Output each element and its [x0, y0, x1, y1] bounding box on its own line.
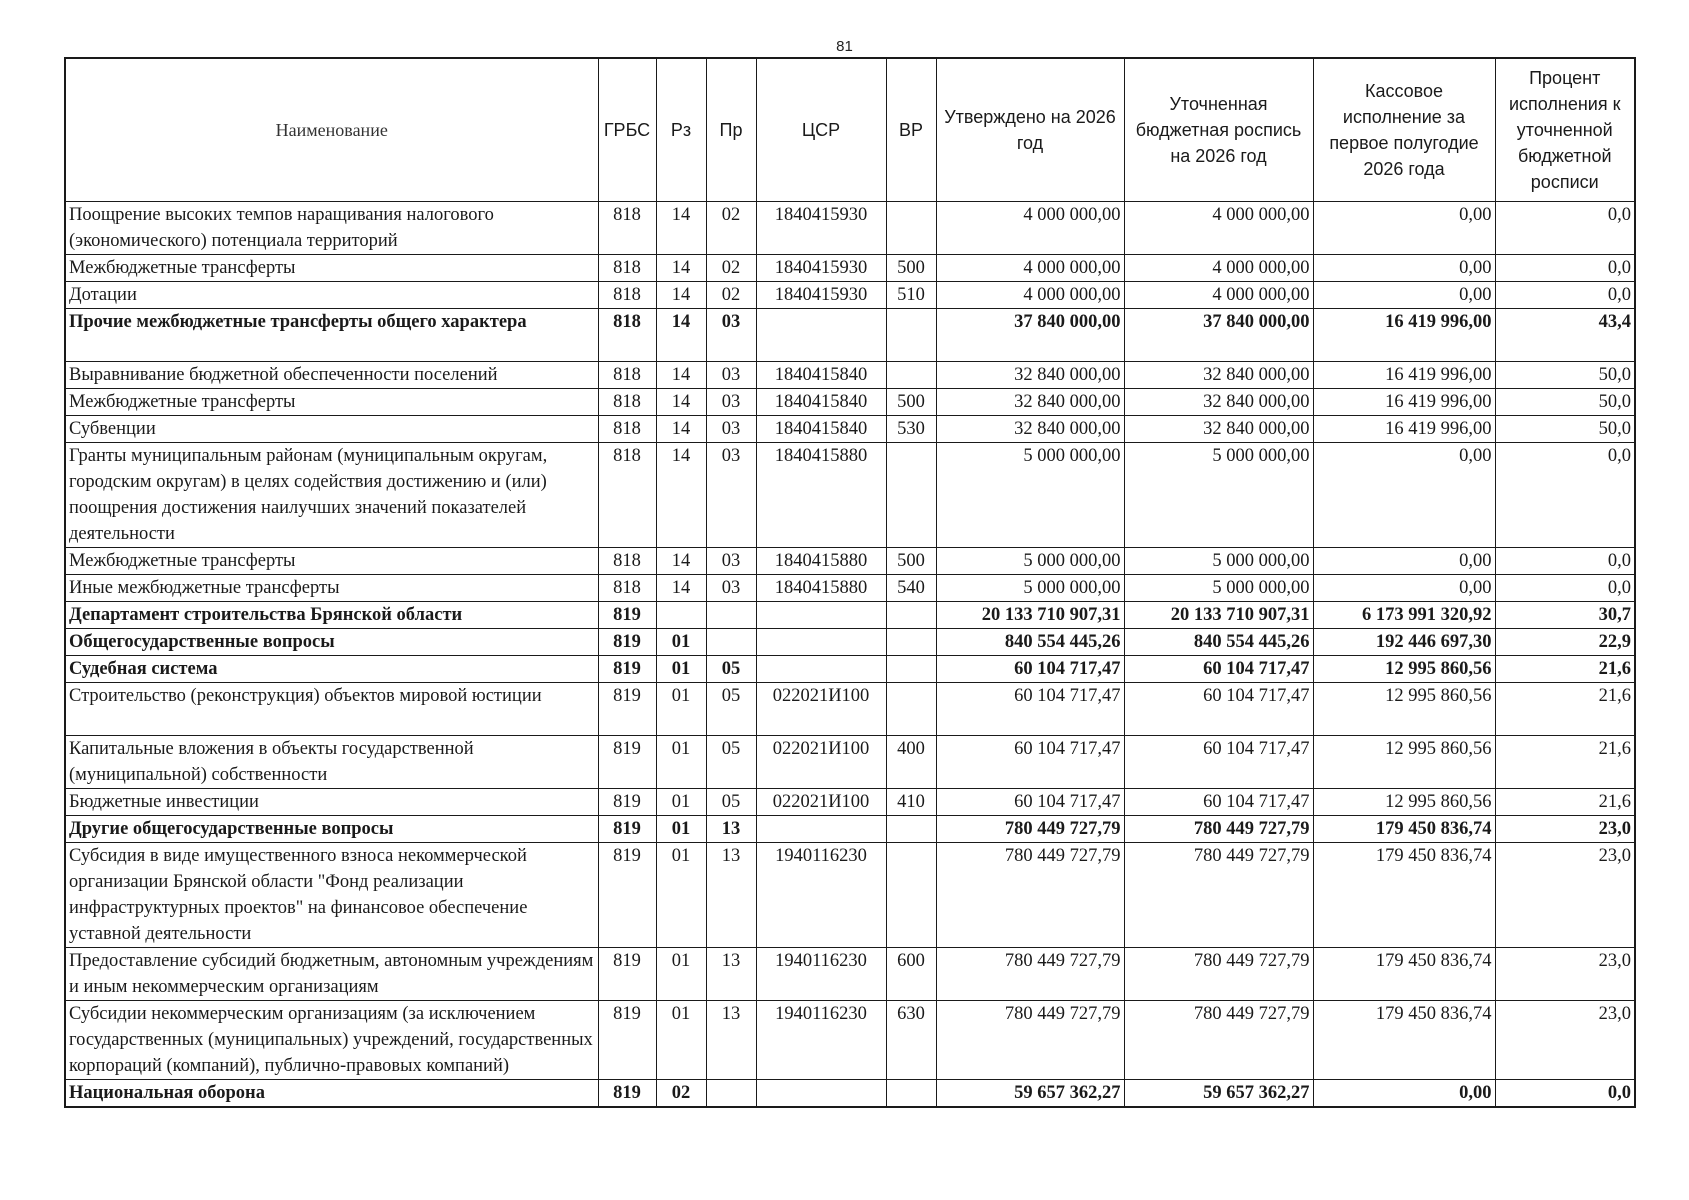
- row-name: Межбюджетные трансферты: [65, 548, 598, 575]
- row-rz: 14: [656, 548, 706, 575]
- row-refined: 840 554 445,26: [1124, 629, 1313, 656]
- row-cash: 16 419 996,00: [1313, 309, 1495, 362]
- row-approved: 60 104 717,47: [936, 683, 1124, 736]
- row-rz: 14: [656, 362, 706, 389]
- row-approved: 60 104 717,47: [936, 789, 1124, 816]
- column-header-name: Наименование: [65, 58, 598, 202]
- row-refined: 780 449 727,79: [1124, 843, 1313, 948]
- row-approved: 780 449 727,79: [936, 816, 1124, 843]
- table-row-section: [65, 309, 1635, 362]
- row-cash: 16 419 996,00: [1313, 416, 1495, 443]
- row-name: Субсидии некоммерческим организациям (за исключением государственных (муниципальных) учреждений, государственных корпораций (компаний), публично-правовых компаний): [65, 1001, 598, 1080]
- row-cash: 0,00: [1313, 255, 1495, 282]
- row-rz: 02: [656, 1080, 706, 1108]
- row-refined: 5 000 000,00: [1124, 443, 1313, 548]
- table-row: [65, 843, 1635, 948]
- row-vr: 600: [886, 948, 936, 1001]
- row-cash: 16 419 996,00: [1313, 362, 1495, 389]
- row-name: Субвенции: [65, 416, 598, 443]
- row-grbs: 819: [598, 816, 656, 843]
- row-refined: 60 104 717,47: [1124, 736, 1313, 789]
- row-csr: 1840415840: [756, 362, 886, 389]
- row-approved: 60 104 717,47: [936, 736, 1124, 789]
- row-pr: 05: [706, 789, 756, 816]
- row-rz: 14: [656, 389, 706, 416]
- row-name: Межбюджетные трансферты: [65, 255, 598, 282]
- row-name: Бюджетные инвестиции: [65, 789, 598, 816]
- row-rz: 14: [656, 255, 706, 282]
- row-cash: 6 173 991 320,92: [1313, 602, 1495, 629]
- row-percent: 23,0: [1495, 948, 1635, 1001]
- row-percent: 0,0: [1495, 548, 1635, 575]
- row-percent: 0,0: [1495, 443, 1635, 548]
- row-csr: 1840415930: [756, 255, 886, 282]
- row-pr: [706, 1080, 756, 1108]
- row-name: Поощрение высоких темпов наращивания налогового (экономического) потенциала территорий: [65, 202, 598, 255]
- row-rz: 01: [656, 816, 706, 843]
- row-name: Иные межбюджетные трансферты: [65, 575, 598, 602]
- row-vr: [886, 683, 936, 736]
- row-csr: 1840415930: [756, 202, 886, 255]
- row-pr: 13: [706, 843, 756, 948]
- column-header-approved: Утверждено на 2026 год: [936, 58, 1124, 202]
- row-grbs: 818: [598, 548, 656, 575]
- table-row: [65, 736, 1635, 789]
- row-cash: 0,00: [1313, 202, 1495, 255]
- row-vr: 540: [886, 575, 936, 602]
- row-vr: 500: [886, 548, 936, 575]
- row-approved: 5 000 000,00: [936, 443, 1124, 548]
- row-grbs: 819: [598, 948, 656, 1001]
- row-name: Предоставление субсидий бюджетным, автономным учреждениям и иным некоммерческим организациям: [65, 948, 598, 1001]
- table-row: [65, 548, 1635, 575]
- row-percent: 21,6: [1495, 736, 1635, 789]
- row-csr: 022021И100: [756, 789, 886, 816]
- row-name: Департамент строительства Брянской области: [65, 602, 598, 629]
- row-refined: 20 133 710 907,31: [1124, 602, 1313, 629]
- row-grbs: 819: [598, 602, 656, 629]
- row-name: Межбюджетные трансферты: [65, 389, 598, 416]
- row-csr: 1840415880: [756, 548, 886, 575]
- row-cash: 16 419 996,00: [1313, 389, 1495, 416]
- row-refined: 4 000 000,00: [1124, 282, 1313, 309]
- row-name: Судебная система: [65, 656, 598, 683]
- table-row: [65, 683, 1635, 736]
- row-grbs: 819: [598, 843, 656, 948]
- row-vr: [886, 443, 936, 548]
- row-vr: [886, 629, 936, 656]
- row-rz: 01: [656, 629, 706, 656]
- row-cash: 12 995 860,56: [1313, 736, 1495, 789]
- row-pr: 03: [706, 416, 756, 443]
- row-percent: 0,0: [1495, 282, 1635, 309]
- column-header-refined: Уточненная бюджетная роспись на 2026 год: [1124, 58, 1313, 202]
- row-percent: 21,6: [1495, 789, 1635, 816]
- row-csr: 1840415840: [756, 389, 886, 416]
- row-grbs: 819: [598, 629, 656, 656]
- row-rz: 01: [656, 683, 706, 736]
- row-cash: 179 450 836,74: [1313, 843, 1495, 948]
- row-approved: 4 000 000,00: [936, 202, 1124, 255]
- page-number: 81: [836, 38, 853, 55]
- row-percent: 50,0: [1495, 362, 1635, 389]
- row-pr: 02: [706, 282, 756, 309]
- table-row: [65, 282, 1635, 309]
- row-percent: 50,0: [1495, 389, 1635, 416]
- row-csr: [756, 656, 886, 683]
- row-pr: 05: [706, 736, 756, 789]
- row-refined: 4 000 000,00: [1124, 202, 1313, 255]
- row-pr: 05: [706, 656, 756, 683]
- row-refined: 5 000 000,00: [1124, 548, 1313, 575]
- row-pr: 03: [706, 575, 756, 602]
- row-name: Выравнивание бюджетной обеспеченности поселений: [65, 362, 598, 389]
- row-refined: 4 000 000,00: [1124, 255, 1313, 282]
- row-refined: 32 840 000,00: [1124, 389, 1313, 416]
- row-name: Капитальные вложения в объекты государственной (муниципальной) собственности: [65, 736, 598, 789]
- row-approved: 5 000 000,00: [936, 575, 1124, 602]
- row-percent: 30,7: [1495, 602, 1635, 629]
- table-row: [65, 443, 1635, 548]
- row-rz: 01: [656, 736, 706, 789]
- row-name: Общегосударственные вопросы: [65, 629, 598, 656]
- table-row-section: [65, 656, 1635, 683]
- column-header-percent: Процент исполнения к уточненной бюджетной росписи: [1495, 58, 1635, 202]
- row-percent: 0,0: [1495, 575, 1635, 602]
- row-rz: 14: [656, 282, 706, 309]
- row-grbs: 818: [598, 389, 656, 416]
- row-cash: 12 995 860,56: [1313, 683, 1495, 736]
- table-header-row: [65, 58, 1635, 202]
- row-grbs: 818: [598, 362, 656, 389]
- table-row-section: [65, 602, 1635, 629]
- row-csr: 1940116230: [756, 948, 886, 1001]
- row-percent: 50,0: [1495, 416, 1635, 443]
- row-pr: [706, 602, 756, 629]
- row-vr: [886, 202, 936, 255]
- row-grbs: 819: [598, 736, 656, 789]
- row-refined: 32 840 000,00: [1124, 362, 1313, 389]
- row-cash: 12 995 860,56: [1313, 656, 1495, 683]
- column-header-cash: Кассовое исполнение за первое полугодие 2026 года: [1313, 58, 1495, 202]
- row-approved: 780 449 727,79: [936, 1001, 1124, 1080]
- row-name: Дотации: [65, 282, 598, 309]
- row-cash: 12 995 860,56: [1313, 789, 1495, 816]
- row-grbs: 818: [598, 255, 656, 282]
- row-percent: 21,6: [1495, 656, 1635, 683]
- row-percent: 23,0: [1495, 1001, 1635, 1080]
- table-row: [65, 575, 1635, 602]
- table-row-section: [65, 629, 1635, 656]
- row-csr: 1940116230: [756, 1001, 886, 1080]
- row-grbs: 818: [598, 282, 656, 309]
- row-cash: 0,00: [1313, 575, 1495, 602]
- row-pr: 03: [706, 309, 756, 362]
- row-rz: [656, 602, 706, 629]
- row-percent: 0,0: [1495, 202, 1635, 255]
- row-csr: [756, 816, 886, 843]
- row-csr: 1840415880: [756, 443, 886, 548]
- row-vr: [886, 656, 936, 683]
- row-approved: 780 449 727,79: [936, 843, 1124, 948]
- row-approved: 32 840 000,00: [936, 416, 1124, 443]
- row-grbs: 818: [598, 309, 656, 362]
- row-grbs: 819: [598, 789, 656, 816]
- row-rz: 14: [656, 202, 706, 255]
- row-approved: 4 000 000,00: [936, 282, 1124, 309]
- row-name: Строительство (реконструкция) объектов мировой юстиции: [65, 683, 598, 736]
- row-approved: 59 657 362,27: [936, 1080, 1124, 1108]
- row-grbs: 818: [598, 575, 656, 602]
- column-header-grbs: ГРБС: [598, 58, 656, 202]
- row-refined: 37 840 000,00: [1124, 309, 1313, 362]
- table-row: [65, 202, 1635, 255]
- row-rz: 01: [656, 656, 706, 683]
- row-cash: 0,00: [1313, 282, 1495, 309]
- row-approved: 5 000 000,00: [936, 548, 1124, 575]
- row-name: Национальная оборона: [65, 1080, 598, 1108]
- row-csr: [756, 629, 886, 656]
- row-pr: 03: [706, 443, 756, 548]
- row-percent: 23,0: [1495, 843, 1635, 948]
- row-percent: 22,9: [1495, 629, 1635, 656]
- row-pr: 03: [706, 389, 756, 416]
- row-grbs: 818: [598, 202, 656, 255]
- table-row: [65, 1001, 1635, 1080]
- row-name: Другие общегосударственные вопросы: [65, 816, 598, 843]
- row-grbs: 819: [598, 1080, 656, 1108]
- row-pr: [706, 629, 756, 656]
- row-pr: 02: [706, 255, 756, 282]
- row-refined: 5 000 000,00: [1124, 575, 1313, 602]
- row-csr: [756, 1080, 886, 1108]
- row-csr: [756, 309, 886, 362]
- row-grbs: 819: [598, 656, 656, 683]
- row-vr: 510: [886, 282, 936, 309]
- row-cash: 179 450 836,74: [1313, 1001, 1495, 1080]
- row-pr: 03: [706, 548, 756, 575]
- row-rz: 01: [656, 789, 706, 816]
- row-pr: 13: [706, 816, 756, 843]
- row-vr: 400: [886, 736, 936, 789]
- column-header-rz: Рз: [656, 58, 706, 202]
- row-percent: 43,4: [1495, 309, 1635, 362]
- row-refined: 32 840 000,00: [1124, 416, 1313, 443]
- row-csr: 1940116230: [756, 843, 886, 948]
- row-pr: 02: [706, 202, 756, 255]
- row-grbs: 819: [598, 1001, 656, 1080]
- table-row: [65, 416, 1635, 443]
- row-grbs: 819: [598, 683, 656, 736]
- row-vr: 410: [886, 789, 936, 816]
- row-rz: 14: [656, 443, 706, 548]
- row-vr: 630: [886, 1001, 936, 1080]
- row-vr: [886, 843, 936, 948]
- table-row: [65, 389, 1635, 416]
- row-cash: 179 450 836,74: [1313, 816, 1495, 843]
- row-vr: [886, 1080, 936, 1108]
- row-csr: 022021И100: [756, 736, 886, 789]
- row-vr: 500: [886, 255, 936, 282]
- row-percent: 21,6: [1495, 683, 1635, 736]
- table-row: [65, 948, 1635, 1001]
- row-cash: 0,00: [1313, 443, 1495, 548]
- row-rz: 01: [656, 948, 706, 1001]
- row-refined: 780 449 727,79: [1124, 816, 1313, 843]
- row-csr: 022021И100: [756, 683, 886, 736]
- column-header-pr: Пр: [706, 58, 756, 202]
- row-vr: [886, 362, 936, 389]
- row-name: Прочие межбюджетные трансферты общего характера: [65, 309, 598, 362]
- row-approved: 32 840 000,00: [936, 389, 1124, 416]
- row-approved: 20 133 710 907,31: [936, 602, 1124, 629]
- row-grbs: 818: [598, 416, 656, 443]
- row-pr: 13: [706, 948, 756, 1001]
- column-header-vr: ВР: [886, 58, 936, 202]
- table-row-section: [65, 816, 1635, 843]
- row-approved: 32 840 000,00: [936, 362, 1124, 389]
- table-row: [65, 789, 1635, 816]
- row-approved: 840 554 445,26: [936, 629, 1124, 656]
- row-vr: [886, 309, 936, 362]
- row-rz: 14: [656, 575, 706, 602]
- row-name: Гранты муниципальным районам (муниципальным округам, городским округам) в целях содействия достижению и (или) поощрения достижения наилучших значений показателей деятельности: [65, 443, 598, 548]
- row-csr: 1840415880: [756, 575, 886, 602]
- row-csr: 1840415930: [756, 282, 886, 309]
- table-row: [65, 362, 1635, 389]
- row-rz: 14: [656, 309, 706, 362]
- row-approved: 37 840 000,00: [936, 309, 1124, 362]
- row-refined: 60 104 717,47: [1124, 656, 1313, 683]
- row-refined: 60 104 717,47: [1124, 683, 1313, 736]
- row-percent: 0,0: [1495, 1080, 1635, 1108]
- row-rz: 01: [656, 843, 706, 948]
- column-header-csr: ЦСР: [756, 58, 886, 202]
- row-vr: [886, 816, 936, 843]
- row-approved: 60 104 717,47: [936, 656, 1124, 683]
- row-pr: 03: [706, 362, 756, 389]
- budget-execution-table: [64, 57, 1636, 1108]
- table-row: [65, 255, 1635, 282]
- row-rz: 01: [656, 1001, 706, 1080]
- row-pr: 05: [706, 683, 756, 736]
- row-csr: [756, 602, 886, 629]
- row-percent: 0,0: [1495, 255, 1635, 282]
- row-refined: 780 449 727,79: [1124, 1001, 1313, 1080]
- row-grbs: 818: [598, 443, 656, 548]
- row-rz: 14: [656, 416, 706, 443]
- row-vr: 530: [886, 416, 936, 443]
- row-percent: 23,0: [1495, 816, 1635, 843]
- row-name: Субсидия в виде имущественного взноса некоммерческой организации Брянской области "Фонд реализации инфраструктурных проектов" на финансовое обеспечение уставной деятельности: [65, 843, 598, 948]
- row-refined: 59 657 362,27: [1124, 1080, 1313, 1108]
- row-pr: 13: [706, 1001, 756, 1080]
- row-refined: 780 449 727,79: [1124, 948, 1313, 1001]
- row-approved: 4 000 000,00: [936, 255, 1124, 282]
- row-vr: [886, 602, 936, 629]
- row-vr: 500: [886, 389, 936, 416]
- row-cash: 179 450 836,74: [1313, 948, 1495, 1001]
- row-cash: 0,00: [1313, 1080, 1495, 1108]
- row-refined: 60 104 717,47: [1124, 789, 1313, 816]
- row-csr: 1840415840: [756, 416, 886, 443]
- row-cash: 192 446 697,30: [1313, 629, 1495, 656]
- row-approved: 780 449 727,79: [936, 948, 1124, 1001]
- table-row-section: [65, 1080, 1635, 1108]
- row-cash: 0,00: [1313, 548, 1495, 575]
